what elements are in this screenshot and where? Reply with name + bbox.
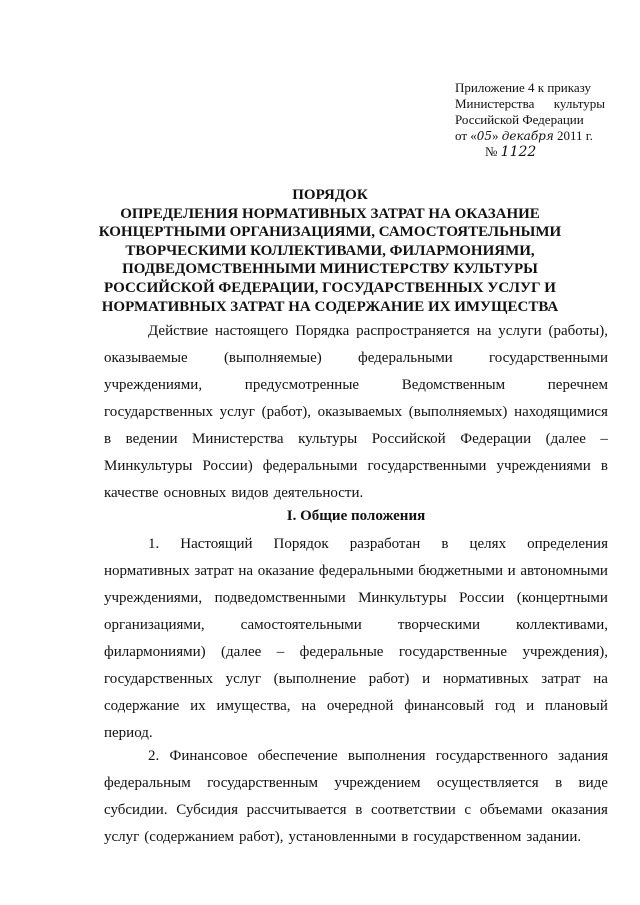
word: Порядка [295,323,350,339]
word: учреждениями, [104,590,203,606]
word: в [104,431,112,447]
number-prefix: № [485,144,501,159]
word: России [459,590,505,606]
word: на [301,698,317,714]
word: Минкультуры [104,458,193,474]
word: рассчитывается [246,802,347,818]
word: Федерации [460,431,532,447]
appendix-number [455,144,605,160]
word: государственного [435,748,548,764]
word: учреждением [334,775,421,791]
paragraph-line [104,612,608,639]
date-prefix: от « [455,128,477,143]
word: (выполнение [273,671,357,687]
word: на [593,671,608,687]
word: творческими [397,617,481,633]
word: услуг [225,671,261,687]
word: обеспечение [257,748,338,764]
word: услуг [219,404,255,420]
word: учреждения), [522,644,608,660]
word: автономными [520,563,608,579]
word: период. [104,725,153,741]
word: Министерства [192,431,284,447]
word: плановый [545,698,608,714]
word: (выполняемых) [408,404,508,420]
word: нормативных [104,563,190,579]
word: соответствии [370,802,456,818]
word: государственными [367,458,487,474]
date-mid: » [492,128,502,143]
word: – [600,431,608,447]
word: организациями, [104,617,205,633]
word: затрат [541,671,581,687]
word: распространяется [356,323,470,339]
word: настоящего [214,323,289,339]
word: задании. [526,829,582,845]
intro-line [104,372,608,399]
word: содержание [104,698,180,714]
appendix-line-2-left: Министерства [455,96,535,111]
word: самостоятельными [240,617,362,633]
word: находящимися [514,404,608,420]
word: в [401,829,409,845]
word: бюджетными [418,563,503,579]
word: Финансовое [169,748,248,764]
intro-line [104,399,608,426]
intro-line [104,453,608,480]
date-year: 2011 г. [553,128,593,143]
intro-line [104,426,608,453]
word: государственных [104,671,213,687]
word: и [507,563,516,579]
word: установленными [288,829,397,845]
word: оказание [257,563,315,579]
word: (работ), [261,404,311,420]
word: государственным [207,775,319,791]
paragraph-line [104,585,608,612]
appendix-date [455,128,605,144]
word: задания [558,748,608,764]
word: оказываемых [317,404,403,420]
word: Ведомственным [401,377,506,393]
title-line-1: ПОРЯДОК [292,187,368,203]
paragraph-line [104,743,608,770]
number-handwritten: 1122 [500,144,537,160]
word: целях [469,536,507,552]
word: оказываемые [104,350,188,366]
word: государственными [489,350,608,366]
title-line-4: ТВОРЧЕСКИМИ КОЛЛЕКТИВАМИ, ФИЛАРМОНИЯМИ, [125,242,535,259]
intro-line [104,345,608,372]
word: и [526,698,535,714]
intro-line [104,480,608,507]
date-day-handwritten: 05 [476,129,493,143]
word: в [555,775,563,791]
word: Порядок [273,536,329,552]
word: финансовый [404,698,484,714]
word: в [600,458,608,474]
word: (далее [221,644,262,660]
word: работ) [368,671,410,687]
word: и [422,671,431,687]
word: – [276,644,285,660]
word: (далее [545,431,586,447]
word: предусмотренные [244,377,360,393]
word: (содержанием [144,829,235,845]
word: на [476,323,492,339]
paragraph-line [104,770,608,797]
word: работ), [239,829,284,845]
word: федеральными [262,458,358,474]
word: видов [231,485,269,501]
word: федеральным [104,775,191,791]
word: деятельности. [273,485,364,501]
date-month-handwritten: декабря [501,129,554,143]
word: (концертными [516,590,608,606]
word: осуществляется [436,775,539,791]
paragraph-line [104,666,608,693]
word: государственные [398,644,508,660]
paragraph-line [104,824,608,851]
word: определения [527,536,608,552]
section-heading: I. Общие положения [286,508,426,524]
word: (выполняемые) [223,350,322,366]
word: нормативных [442,671,529,687]
word: в [441,536,449,552]
paragraph-line [104,531,608,558]
word: Действие [148,323,209,339]
word: учреждениями, [104,377,203,393]
paragraph-2 [104,743,608,851]
paragraph-line [104,558,608,585]
word: ведении [125,431,178,447]
word: культуры [298,431,358,447]
intro-line [104,318,608,345]
word: качестве [104,485,159,501]
word: федеральными [358,350,453,366]
word: Российской [371,431,446,447]
appendix-line-3: Российской Федерации [455,112,584,127]
title-line-2: ОПРЕДЕЛЕНИЯ НОРМАТИВНЫХ ЗАТРАТ НА ОКАЗАНИЕ [120,205,540,222]
word: с [464,802,472,818]
word: федеральными [318,563,414,579]
document-title [60,186,600,316]
word: имущества, [216,698,291,714]
appendix-line-2 [455,96,605,112]
word: выполнения [347,748,426,764]
word: очередной [326,698,394,714]
appendix-block [455,80,605,160]
word: услуг [104,829,140,845]
word: год [494,698,516,714]
word: коллективами, [516,617,608,633]
word: в [355,802,363,818]
title-line-7: НОРМАТИВНЫХ ЗАТРАТ НА СОДЕРЖАНИЕ ИХ ИМУЩЕСТВА [101,298,559,315]
word: их [190,698,206,714]
word: 2. [148,748,160,764]
word: услуги [498,323,542,339]
word: основных [163,485,227,501]
paragraph-1 [104,531,608,747]
word: учреждениями [496,458,591,474]
word: государственном [413,829,522,845]
word: виде [578,775,608,791]
paragraph-line [104,797,608,824]
word: филармониями) [104,644,206,660]
word: оказания [551,802,608,818]
word: Субсидия [176,802,238,818]
word: Настоящий [180,536,253,552]
word: Минкультуры [358,590,447,606]
word: государственных [104,404,213,420]
word: разработан [349,536,421,552]
title-line-5: ПОДВЕДОМСТВЕННЫМИ МИНИСТЕРСТВУ КУЛЬТУРЫ [122,261,538,278]
word: России) [202,458,253,474]
appendix-line-2-right: культуры [553,96,605,111]
word: подведомственными [214,590,346,606]
title-line-3: КОНЦЕРТНЫМИ ОРГАНИЗАЦИЯМИ, САМОСТОЯТЕЛЬНЫМИ [98,224,562,241]
word: субсидии. [104,802,168,818]
word: затрат [194,563,234,579]
word: (работы), [548,323,608,339]
word: 1. [148,536,160,552]
appendix-line-1: Приложение 4 к приказу [455,80,592,95]
word: на [238,563,254,579]
intro-paragraph [104,318,608,507]
word: перечнем [547,377,608,393]
paragraph-line [104,639,608,666]
word: федеральные [299,644,384,660]
title-line-6: РОССИЙСКОЙ ФЕДЕРАЦИИ, ГОСУДАРСТВЕННЫХ УСЛУГ И [104,279,556,296]
paragraph-line [104,693,608,720]
word: объемами [479,802,543,818]
